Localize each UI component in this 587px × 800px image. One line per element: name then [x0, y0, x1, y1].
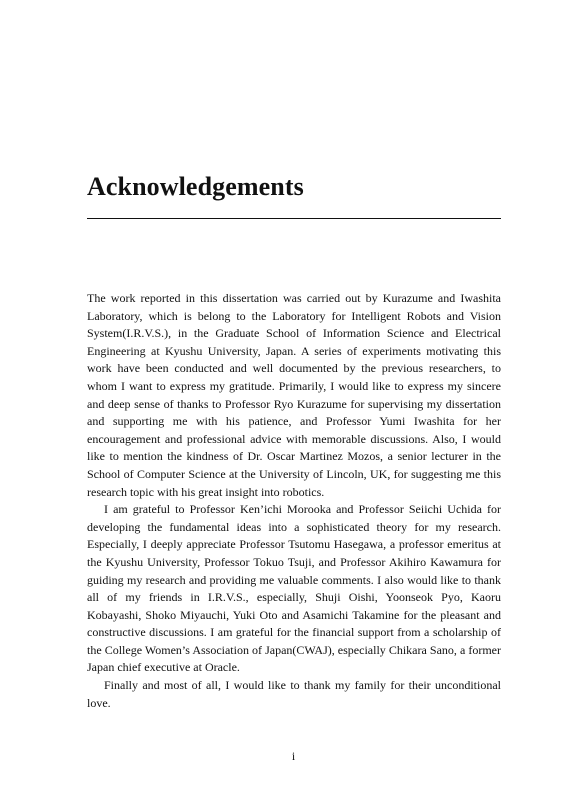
chapter-title: Acknowledgements: [87, 172, 304, 201]
paragraph-2: I am grateful to Professor Ken’ichi Morooka and Professor Seiichi Uchida for developing the fundamental ideas into a sophisticated theory for my research. Especially, I deeply appreciate Professor Tsutomu Hasegawa, a professor emeritus at the Kyushu University, Professor Tokuo Tsuji, and Professor Akihiro Kawamura for guiding my research and providing me valuable comments. I also would like to thank all of my friends in I.R.V.S., especially, Shuji Oishi, Yoonseok Pyo, Kaoru Kobayashi, Shoko Miyauchi, Yuki Oto and Asamichi Takamine for the pleasant and constructive discussions. I am grateful for the financial support from a scholarship of the College Women’s Association of Japan(CWAJ), especially Chikara Sano, a former Japan chief executive at Oracle.: [87, 502, 501, 675]
paragraph-1: The work reported in this dissertation was carried out by Kurazume and Iwashita Laboratory, which is belong to the Laboratory for Intelligent Robots and Vision System(I.R.V.S.), in the Graduate School of Information Science and Electrical Engineering at Kyushu University, Japan. A series of experiments motivating this work have been conducted and well documented by the previous researchers, to whom I want to express my gratitude. Primarily, I would like to express my sincere and deep sense of thanks to Professor Ryo Kurazume for supervising my dissertation and supporting me with his patience, and Professor Yumi Iwashita for her encouragement and professional advice with memorable discussions. Also, I would like to mention the kindness of Dr. Oscar Martinez Mozos, a senior lecturer in the School of Computer Science at the University of Lincoln, UK, for suggesting me this research topic with his great insight into robotics.: [87, 291, 501, 499]
title-underline-rule: [87, 218, 501, 219]
acknowledgements-body: [87, 290, 501, 712]
paragraph-3: Finally and most of all, I would like to thank my family for their unconditional love.: [87, 678, 501, 710]
page-number: i: [291, 749, 296, 763]
